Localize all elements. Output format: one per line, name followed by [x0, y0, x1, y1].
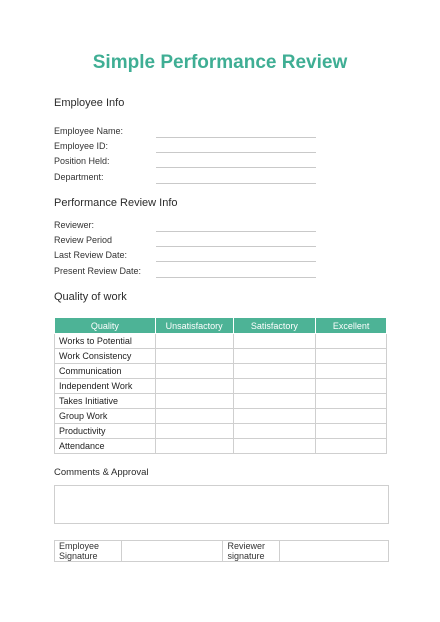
- satisfactory-cell[interactable]: [233, 394, 316, 409]
- unsatisfactory-cell[interactable]: [155, 439, 233, 454]
- quality-header-row: [55, 318, 387, 334]
- reviewer-field[interactable]: [156, 231, 316, 232]
- employee-id-field[interactable]: [156, 152, 316, 153]
- excellent-cell[interactable]: [316, 439, 387, 454]
- present-review-date-row: [54, 266, 318, 280]
- quality-label: Productivity: [55, 424, 156, 439]
- reviewer-signature-label: [223, 541, 280, 562]
- last-review-date-label: Last Review Date:: [54, 250, 128, 260]
- table-row: [55, 394, 387, 409]
- position-held-row: [54, 156, 318, 170]
- unsatisfactory-cell[interactable]: [155, 424, 233, 439]
- unsatisfactory-cell[interactable]: [155, 364, 233, 379]
- quality-heading: Quality of work: [54, 291, 127, 303]
- satisfactory-cell[interactable]: [233, 379, 316, 394]
- present-review-date-field[interactable]: [156, 277, 316, 278]
- table-row: [55, 349, 387, 364]
- department-label: Department:: [54, 172, 104, 182]
- comments-heading: Comments & Approval: [54, 467, 149, 478]
- position-held-label: Position Held:: [54, 156, 110, 166]
- department-row: [54, 172, 318, 186]
- column-header-excellent: Excellent: [316, 318, 387, 334]
- employee-signature-label: [55, 541, 122, 562]
- review-period-row: [54, 235, 318, 249]
- quality-label: Communication: [55, 364, 156, 379]
- column-header-unsatisfactory: Unsatisfactory: [155, 318, 233, 334]
- excellent-cell[interactable]: [316, 364, 387, 379]
- department-field[interactable]: [156, 183, 316, 184]
- reviewer-row: [54, 220, 318, 234]
- employee-id-row: [54, 141, 318, 155]
- excellent-cell[interactable]: [316, 334, 387, 349]
- table-row: [55, 409, 387, 424]
- employee-name-field[interactable]: [156, 137, 316, 138]
- review-period-field[interactable]: [156, 246, 316, 247]
- review-info-heading: Performance Review Info: [54, 197, 178, 209]
- quality-label: Work Consistency: [55, 349, 156, 364]
- position-held-field[interactable]: [156, 167, 316, 168]
- employee-signature-field[interactable]: [121, 541, 223, 562]
- unsatisfactory-cell[interactable]: [155, 349, 233, 364]
- column-header-satisfactory: Satisfactory: [233, 318, 316, 334]
- satisfactory-cell[interactable]: [233, 409, 316, 424]
- present-review-date-label: Present Review Date:: [54, 266, 142, 276]
- unsatisfactory-cell[interactable]: [155, 409, 233, 424]
- signature-row: [55, 541, 389, 562]
- excellent-cell[interactable]: [316, 394, 387, 409]
- last-review-date-row: [54, 250, 318, 264]
- excellent-cell[interactable]: [316, 379, 387, 394]
- table-row: [55, 424, 387, 439]
- quality-label: Independent Work: [55, 379, 156, 394]
- quality-label: Works to Potential: [55, 334, 156, 349]
- reviewer-signature-label-line2: signature: [227, 551, 265, 561]
- last-review-date-field[interactable]: [156, 261, 316, 262]
- employee-signature-label-line2: Signature: [59, 551, 98, 561]
- satisfactory-cell[interactable]: [233, 439, 316, 454]
- reviewer-signature-field[interactable]: [280, 541, 389, 562]
- table-row: [55, 364, 387, 379]
- quality-label: Attendance: [55, 439, 156, 454]
- unsatisfactory-cell[interactable]: [155, 334, 233, 349]
- table-row: [55, 439, 387, 454]
- quality-label: Group Work: [55, 409, 156, 424]
- unsatisfactory-cell[interactable]: [155, 394, 233, 409]
- signature-table: [54, 540, 389, 562]
- satisfactory-cell[interactable]: [233, 364, 316, 379]
- unsatisfactory-cell[interactable]: [155, 379, 233, 394]
- comments-textarea[interactable]: [54, 485, 389, 524]
- excellent-cell[interactable]: [316, 409, 387, 424]
- review-period-label: Review Period: [54, 235, 113, 245]
- satisfactory-cell[interactable]: [233, 334, 316, 349]
- satisfactory-cell[interactable]: [233, 349, 316, 364]
- satisfactory-cell[interactable]: [233, 424, 316, 439]
- excellent-cell[interactable]: [316, 349, 387, 364]
- employee-signature-label-line1: Employee: [59, 541, 100, 551]
- quality-table: [54, 317, 387, 454]
- reviewer-label: Reviewer:: [54, 220, 95, 230]
- employee-name-label: Employee Name:: [54, 126, 124, 136]
- employee-name-row: [54, 126, 318, 140]
- page-title: Simple Performance Review: [92, 52, 348, 73]
- quality-label: Takes Initiative: [55, 394, 156, 409]
- excellent-cell[interactable]: [316, 424, 387, 439]
- employee-id-label: Employee ID:: [54, 141, 109, 151]
- employee-info-heading: Employee Info: [54, 97, 125, 109]
- table-row: [55, 334, 387, 349]
- table-row: [55, 379, 387, 394]
- reviewer-signature-label-line1: Reviewer: [227, 541, 265, 551]
- column-header-quality: Quality: [55, 318, 156, 334]
